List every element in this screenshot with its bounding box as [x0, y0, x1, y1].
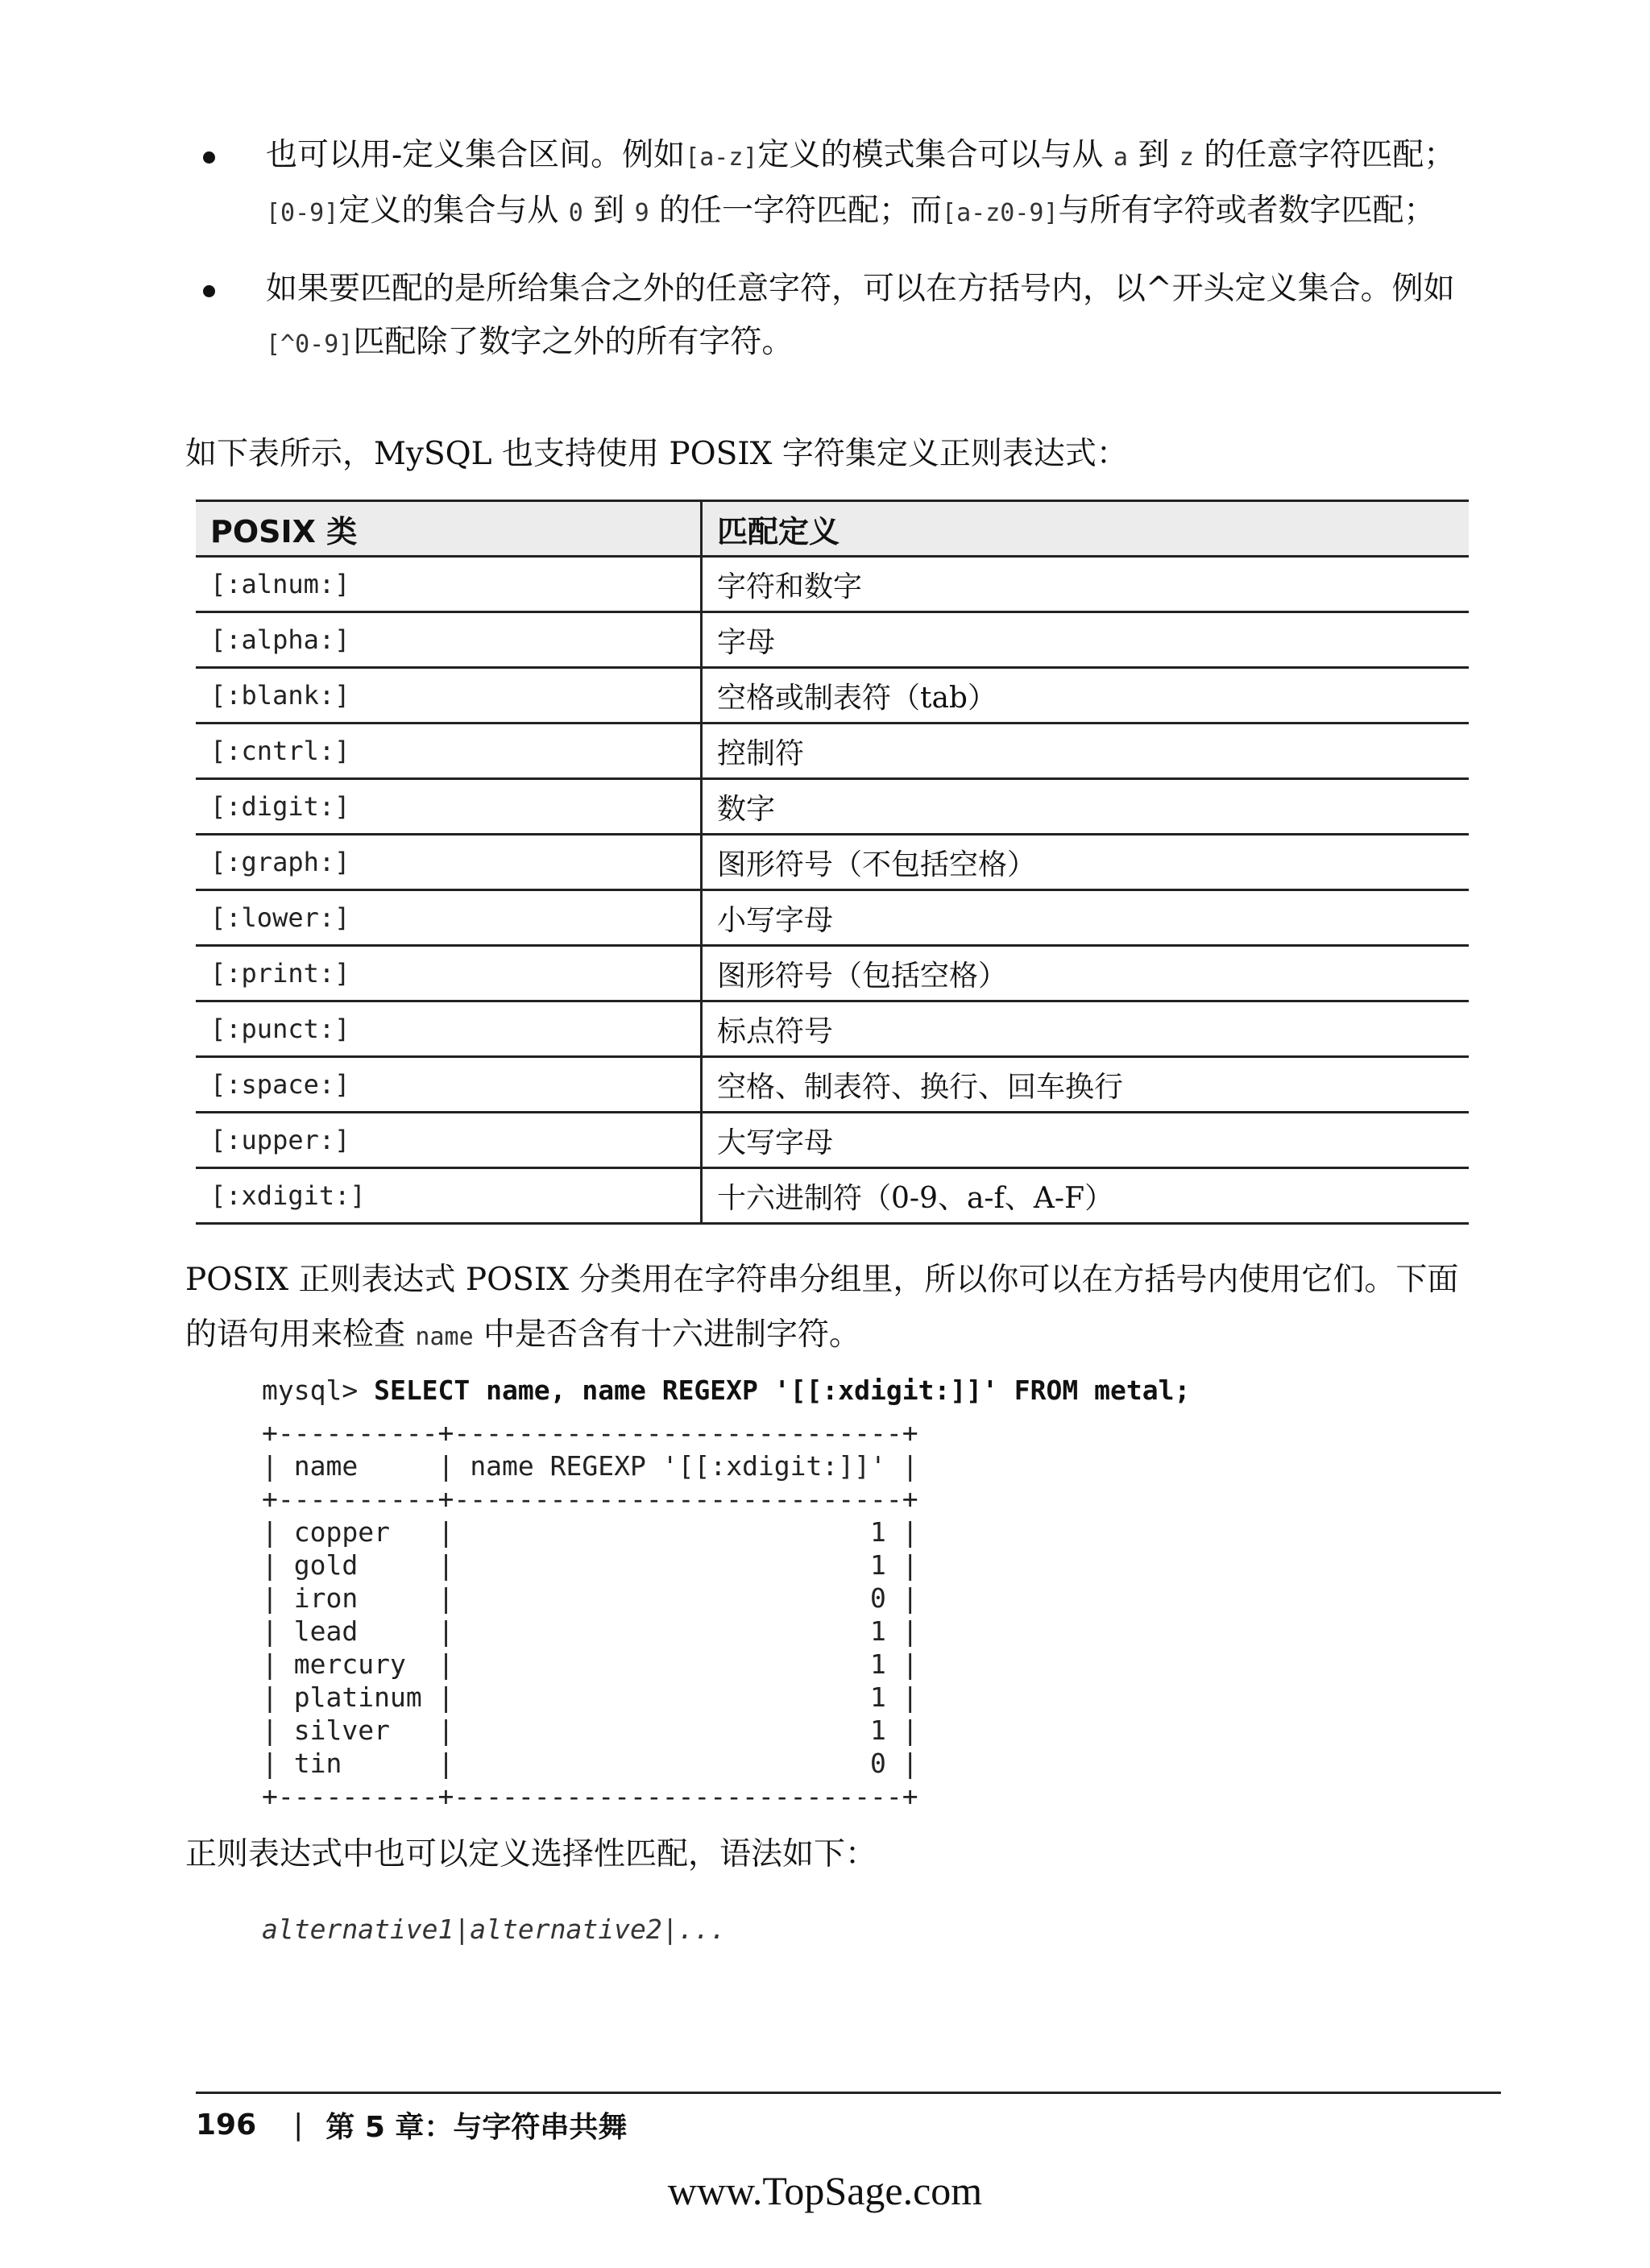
sql-statement: SELECT name, name REGEXP '[[:xdigit:]]' FROM metal;: [374, 1374, 1191, 1406]
posix-class-cell: [:blank:]: [196, 668, 702, 724]
text-run: 定义的集合与从: [338, 193, 569, 229]
alternation-paragraph: 正则表达式中也可以定义选择性匹配，语法如下：: [185, 1836, 877, 1872]
table-row: [196, 557, 1469, 612]
result-value-cell: 1: [870, 1549, 886, 1581]
result-value-cell: 1: [870, 1516, 886, 1548]
result-border: +----------+----------------------------+: [262, 1781, 918, 1812]
table-row: [196, 724, 1469, 779]
posix-class-cell: [:lower:]: [196, 890, 702, 946]
definition-cell: 小写字母: [702, 890, 1470, 946]
table-row: [196, 1057, 1469, 1113]
bullet-dot-icon: [203, 151, 215, 164]
inline-code: 0: [568, 199, 583, 227]
footer-separator: |: [293, 2108, 304, 2142]
table-row: [196, 612, 1469, 668]
inline-code: [a-z]: [685, 143, 758, 172]
result-value-cell: 1: [870, 1648, 886, 1680]
table-row: [196, 779, 1469, 835]
posix-class-table: [196, 500, 1469, 1225]
posix-class-cell: [:alpha:]: [196, 612, 702, 668]
bullet-list: [185, 129, 1482, 394]
inline-code: z: [1179, 143, 1194, 172]
paragraph-text: POSIX 正则表达式 POSIX 分类用在字符串分组里，所以你可以在方括号内使用它们。下面的语句用来检查: [185, 1262, 1459, 1353]
bullet-text: [266, 271, 1455, 360]
result-name-cell: platinum: [293, 1681, 422, 1713]
page-footer: [196, 2104, 627, 2146]
posix-class-cell: [:upper:]: [196, 1113, 702, 1168]
definition-cell: 数字: [702, 779, 1470, 835]
text-run: 如果要匹配的是所给集合之外的任意字符，可以在方括号内，以^开头定义集合。例如: [266, 271, 1455, 307]
mysql-prompt: mysql>: [262, 1374, 375, 1406]
result-border: +----------+----------------------------+: [262, 1483, 918, 1515]
definition-cell: 图形符号（包括空格）: [702, 946, 1470, 1001]
result-name-cell: silver: [293, 1714, 390, 1746]
result-value-cell: 0: [870, 1582, 886, 1614]
footer-rule: [196, 2092, 1501, 2094]
query-result-table: [262, 1416, 918, 1813]
inline-code: name: [415, 1323, 474, 1351]
bullet-item: [185, 129, 1482, 240]
result-row: | silver | 1 |: [262, 1714, 918, 1746]
result-row: | copper | 1 |: [262, 1516, 918, 1548]
result-column-header: name: [293, 1450, 359, 1482]
definition-cell: 空格、制表符、换行、回车换行: [702, 1057, 1470, 1113]
result-header-row: | name | name REGEXP '[[:xdigit:]]' |: [262, 1450, 918, 1482]
result-row: | gold | 1 |: [262, 1549, 918, 1581]
table-header-row: [196, 501, 1469, 557]
text-run: 到: [582, 193, 635, 229]
result-value-cell: 1: [870, 1615, 886, 1647]
posix-class-cell: [:xdigit:]: [196, 1168, 702, 1224]
text-run: 的任意字符匹配；: [1193, 137, 1456, 173]
result-column-header: name REGEXP '[[:xdigit:]]': [470, 1450, 886, 1482]
result-row: | tin | 0 |: [262, 1748, 918, 1779]
result-name-cell: lead: [293, 1615, 359, 1647]
inline-code: 9: [634, 199, 649, 227]
table-row: [196, 1113, 1469, 1168]
text-run: 与所有字符或者数字匹配；: [1058, 193, 1436, 229]
paragraph-text: 中是否含有十六进制字符。: [473, 1316, 861, 1353]
posix-class-cell: [:cntrl:]: [196, 724, 702, 779]
watermark-url: www.TopSage.com: [667, 2168, 983, 2213]
definition-cell: 大写字母: [702, 1113, 1470, 1168]
posix-class-cell: [:graph:]: [196, 835, 702, 890]
inline-code: [a-z0-9]: [942, 199, 1059, 227]
definition-cell: 标点符号: [702, 1001, 1470, 1057]
result-name-cell: copper: [293, 1516, 390, 1548]
result-row: | lead | 1 |: [262, 1615, 918, 1647]
column-header-posix-class: POSIX 类: [196, 501, 702, 557]
table-row: [196, 668, 1469, 724]
definition-cell: 控制符: [702, 724, 1470, 779]
result-value-cell: 0: [870, 1748, 886, 1779]
result-value-cell: 1: [870, 1714, 886, 1746]
posix-class-cell: [:punct:]: [196, 1001, 702, 1057]
posix-class-cell: [:alnum:]: [196, 557, 702, 612]
table-row: [196, 946, 1469, 1001]
inline-code: a: [1113, 143, 1128, 172]
definition-cell: 字母: [702, 612, 1470, 668]
intro-paragraph: 如下表所示，MySQL 也支持使用 POSIX 字符集定义正则表达式：: [185, 436, 1128, 472]
chapter-title: 第 5 章：与字符串共舞: [325, 2111, 628, 2144]
result-name-cell: gold: [293, 1549, 359, 1581]
page-number: 196: [196, 2108, 257, 2142]
result-row: | iron | 0 |: [262, 1582, 918, 1614]
table-row: [196, 1001, 1469, 1057]
result-row: | platinum | 1 |: [262, 1681, 918, 1713]
result-name-cell: tin: [293, 1748, 342, 1779]
text-run: 也可以用-定义集合区间。例如: [266, 137, 686, 173]
result-name-cell: mercury: [293, 1648, 406, 1680]
table-row: [196, 1168, 1469, 1224]
table-row: [196, 835, 1469, 890]
bullet-text: [266, 137, 1455, 229]
text-run: 定义的模式集合可以与从: [757, 137, 1113, 173]
definition-cell: 十六进制符（0-9、a-f、A-F）: [702, 1168, 1470, 1224]
table-row: [196, 890, 1469, 946]
bullet-item: [185, 263, 1482, 371]
sql-query: [262, 1374, 1190, 1406]
result-name-cell: iron: [293, 1582, 359, 1614]
posix-usage-paragraph: [185, 1253, 1482, 1365]
posix-class-cell: [:digit:]: [196, 779, 702, 835]
posix-class-cell: [:print:]: [196, 946, 702, 1001]
text-run: 的任一字符匹配；而: [649, 193, 943, 229]
column-header-definition: 匹配定义: [702, 501, 1470, 557]
result-value-cell: 1: [870, 1681, 886, 1713]
inline-code: [0-9]: [266, 199, 339, 227]
alternation-syntax: alternative1|alternative2|...: [262, 1913, 727, 1945]
result-border: +----------+----------------------------+: [262, 1417, 918, 1449]
bullet-dot-icon: [203, 285, 215, 297]
text-run: 匹配除了数字之外的所有字符。: [353, 324, 794, 360]
result-row: | mercury | 1 |: [262, 1648, 918, 1680]
definition-cell: 图形符号（不包括空格）: [702, 835, 1470, 890]
text-run: 到: [1127, 137, 1179, 173]
definition-cell: 字符和数字: [702, 557, 1470, 612]
definition-cell: 空格或制表符（tab）: [702, 668, 1470, 724]
posix-class-cell: [:space:]: [196, 1057, 702, 1113]
inline-code: [^0-9]: [266, 330, 354, 359]
